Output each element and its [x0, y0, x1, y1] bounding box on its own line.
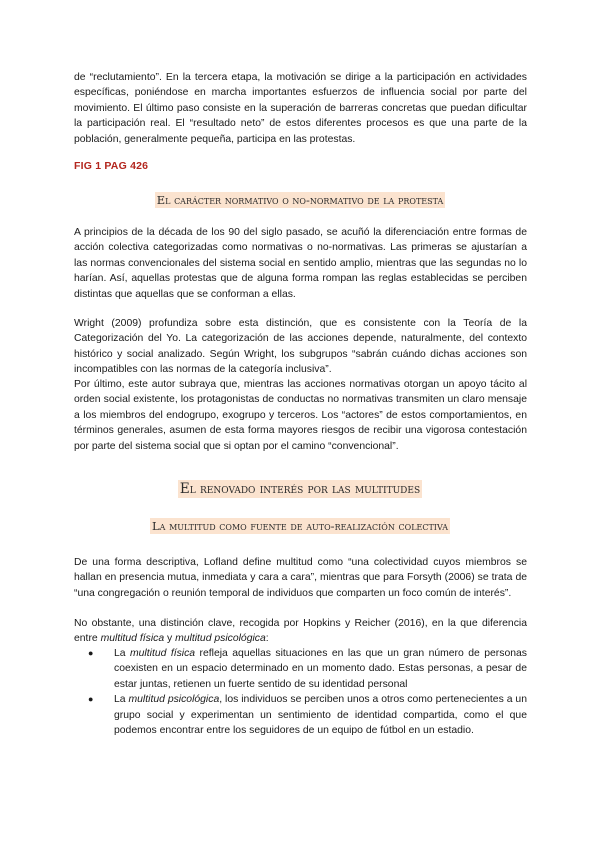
- subsection-heading-text: La multitud como fuente de auto-realización colectiva: [152, 519, 448, 533]
- section-heading-normativo: [0, 193, 600, 207]
- paragraph-normativas: A principios de la década de los 90 del siglo pasado, se acuñó la diferenciación entre formas de acción colectiva categorizadas como normativas o no-normativas. Las primeras se ajustarían a las normas convencionales del sistema social en sentido amplio, mientras que las segundas no lo harían. Así, aquellas protestas que de alguna forma rompan las reglas establecidas se perciben distintas que aquellas que se conforman a ellas.: [74, 227, 527, 300]
- paragraph-lofland: De una forma descriptiva, Lofland define multitud como “una colectividad cuyos miembros se hallan en presencia mutua, inmediata y cara a cara”, mientras que para Forsyth (2006) se trata de “una congregación o reunión temporal de individuos que comparten un foco común de interés”.: [74, 557, 527, 599]
- list-item: ● La multitud física refleja aquellas situaciones en las que un gran número de personas coexisten en un espacio determinado en un momento dado. Estas personas, a pesar de estar juntas, retienen un fuerte sentido de su identidad personal: [88, 648, 527, 690]
- bullet-list: [74, 646, 527, 738]
- section-heading-multitudes: [0, 481, 600, 497]
- subsection-heading-multitud: [0, 519, 600, 533]
- term-multitud-fisica: multitud física: [100, 633, 165, 645]
- paragraph-hopkins: No obstante, una distinción clave, recogida por Hopkins y Reicher (2016), en la que diferencia entre multitud física y multitud psicológica:: [74, 618, 527, 645]
- paragraph-por-ultimo: Por último, este autor subraya que, mientras las acciones normativas otorgan un apoyo tácito al orden social existente, los protagonistas de conductas no normativas transmiten un claro mensaje a los miembros del endogrupo, exogrupo y terceros. Los “actores” de estos comportamientos, en términos generales, asumen de esta forma mayores riesgos de recibir una vigorosa contestación por parte del sistema social que si optan por el camino “convencional”.: [74, 379, 527, 452]
- bullet-icon: ●: [88, 648, 94, 658]
- term-multitud-psicologica: multitud psicológica: [175, 633, 266, 645]
- paragraph-wright: Wright (2009) profundiza sobre esta distinción, que es consistente con la Teoría de la Categorización del Yo. La categorización de las acciones depende, naturalmente, del contexto histórico y social analizado. Según Wright, los subgrupos “sabrán cuándo dichas acciones son incompatibles con las normas de la categoría inclusiva”.: [74, 318, 527, 376]
- list-item: ● La multitud psicológica, los individuos se perciben unos a otros como pertenecientes a un grupo social y experimentan un sentimiento de identidad compartida, como el que podemos encontrar entre los seguidores de un equipo de fútbol en un estadio.: [88, 694, 527, 737]
- section-heading-text: El renovado interés por las multitudes: [179, 481, 421, 497]
- bullet-icon: ●: [88, 694, 94, 705]
- figure-reference: FIG 1 PAG 426: [74, 160, 149, 172]
- intro-paragraph: de “reclutamiento”. En la tercera etapa, la motivación se dirige a la participación en actividades específicas, poniéndose en marcha importantes esfuerzos de influencia social por parte del movimiento. El último paso consiste en la superación de barreras concretas que puedan dificultar la participación real. El “resultado neto” de estos diferentes procesos es que una parte de la población, generalmente pequeña, participa en las protestas.: [74, 72, 527, 145]
- section-heading-text: El carácter normativo o no-normativo de la protesta: [156, 193, 444, 207]
